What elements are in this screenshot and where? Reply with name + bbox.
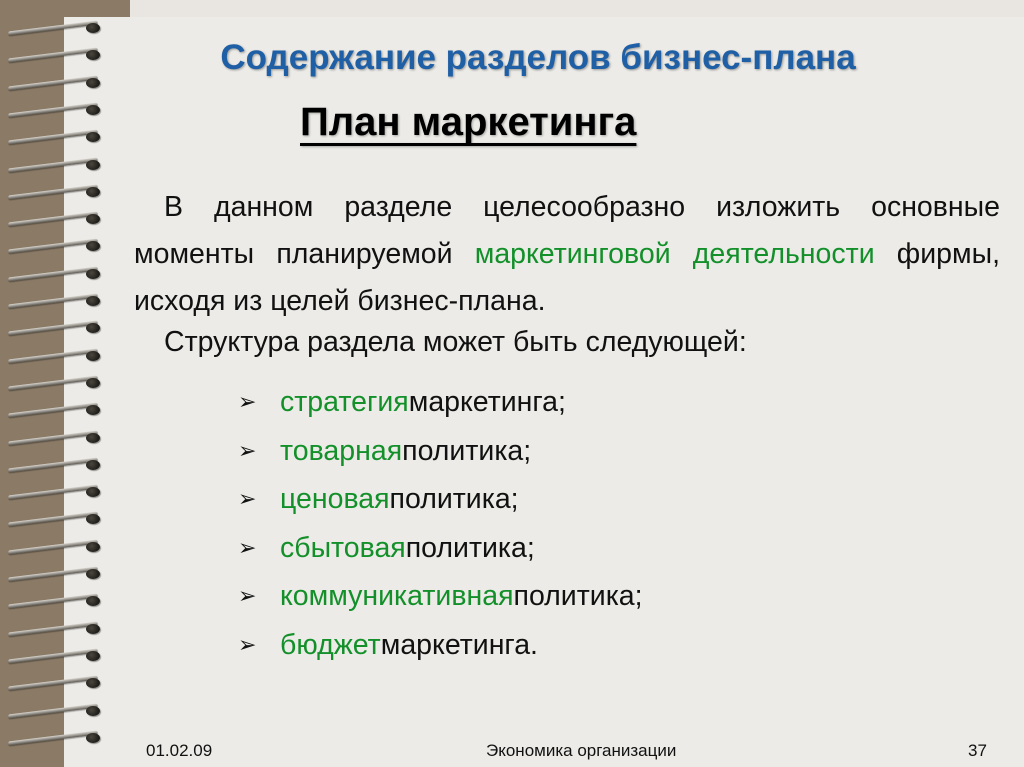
bullet-text: маркетинга;: [408, 386, 566, 418]
list-item: [238, 621, 643, 670]
list-item: [238, 572, 643, 621]
spiral-ring: [0, 402, 112, 418]
spiral-ring: [0, 484, 112, 500]
spiral-ring: [0, 211, 112, 227]
bullet-green-text: товарная: [280, 434, 403, 467]
spiral-ring: [0, 102, 112, 118]
arrow-bullet-icon: ➢: [238, 437, 257, 463]
bullet-green-text: бюджет: [280, 628, 381, 661]
spiral-ring: [0, 375, 112, 391]
bullet-green-text: ценовая: [280, 483, 390, 515]
footer-date: 01.02.09: [146, 741, 213, 760]
arrow-bullet-icon: ➢: [238, 583, 257, 608]
spiral-ring: [0, 184, 112, 200]
spiral-ring: [0, 675, 112, 691]
bullet-text: политика;: [405, 531, 535, 564]
spiral-ring: [0, 648, 112, 664]
spiral-ring: [0, 593, 112, 609]
bullet-list: [238, 378, 643, 669]
spiral-ring: [0, 157, 112, 173]
spiral-ring: [0, 621, 112, 637]
slide-title: Содержание разделов бизнес-плана: [220, 38, 856, 77]
spiral-ring: [0, 539, 112, 555]
bullet-green-text: коммуникативная: [280, 580, 514, 612]
spiral-ring: [0, 703, 112, 719]
section-heading: План маркетинга: [300, 100, 637, 144]
list-item: [238, 524, 643, 573]
list-item: [238, 427, 643, 476]
arrow-bullet-icon: ➢: [238, 486, 257, 511]
arrow-bullet-icon: ➢: [238, 631, 257, 657]
spiral-ring: [0, 293, 112, 309]
footer-subject: Экономика организации: [486, 741, 677, 760]
spiral-ring: [0, 320, 112, 336]
spiral-ring: [0, 511, 112, 527]
spiral-ring: [0, 266, 112, 282]
spiral-ring: [0, 457, 112, 473]
spiral-ring: [0, 75, 112, 91]
bullet-text: политика;: [389, 483, 519, 515]
list-item: [238, 475, 643, 524]
spiral-ring: [0, 730, 112, 746]
spiral-ring: [0, 430, 112, 446]
bullet-green-text: сбытовая: [280, 531, 406, 564]
bullet-green-text: стратегия: [280, 386, 409, 418]
spiral-binding: [0, 20, 115, 760]
arrow-bullet-icon: ➢: [238, 389, 257, 414]
spiral-ring: [0, 238, 112, 254]
spiral-ring: [0, 47, 112, 63]
paragraph-text-1: В данном разделе целесообразно изложить основные моменты планируемой: [134, 191, 1000, 270]
spiral-ring: [0, 566, 112, 582]
arrow-bullet-icon: ➢: [238, 534, 257, 560]
bullet-text: маркетинга.: [380, 628, 538, 661]
paragraph-highlight: маркетинговой деятельности: [474, 238, 875, 270]
paragraph-text-2: фирмы, исходя из целей бизнес-плана.: [134, 238, 1000, 317]
structure-intro: Структура раздела может быть следующей:: [164, 326, 747, 358]
bullet-text: политика;: [513, 580, 643, 612]
page-number: 37: [968, 741, 987, 760]
bullet-text: политика;: [402, 434, 532, 467]
intro-paragraph: [134, 184, 1000, 325]
spiral-ring: [0, 20, 112, 36]
list-item: [238, 378, 643, 427]
spiral-ring: [0, 129, 112, 145]
spiral-ring: [0, 348, 112, 364]
